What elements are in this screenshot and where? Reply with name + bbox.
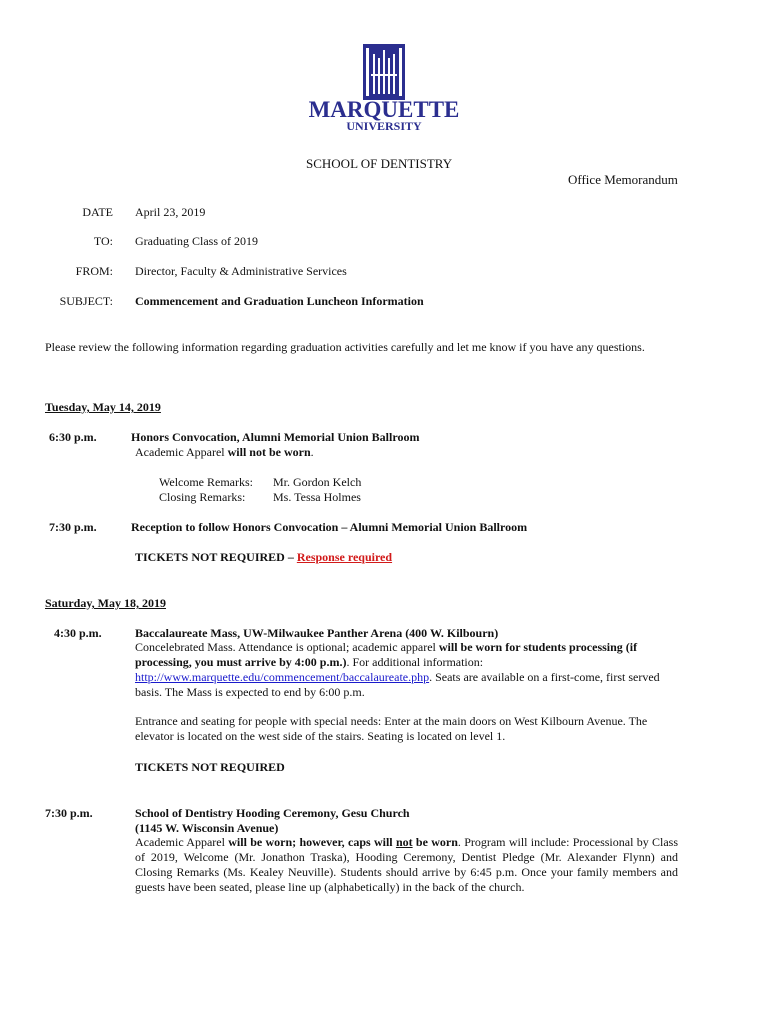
honors-time: 6:30 p.m.: [49, 430, 97, 444]
doc-type: Office Memorandum: [568, 172, 678, 187]
welcome-name: Mr. Gordon Kelch: [273, 475, 362, 489]
subject-value: Commencement and Graduation Luncheon Information: [135, 294, 424, 308]
special-needs-text: Entrance and seating for people with special needs: Enter at the main doors on West Kilbourn Avenue. The elevator is located on the west side of the stairs. Seating is located on level 1.: [135, 714, 648, 743]
baccalaureate-link[interactable]: http://www.marquette.edu/commencement/baccalaureate.php: [135, 670, 430, 684]
mass-tickets: TICKETS NOT REQUIRED: [135, 760, 285, 774]
closing-label: Closing Remarks:: [159, 490, 246, 504]
from-label: FROM:: [75, 264, 113, 278]
mass-text-d: . Seats are available on a first-come, first served basis. The Mass is expected to end by 6:00 p.m.: [135, 670, 660, 699]
brand-sub: UNIVERSITY: [346, 119, 422, 133]
saturday-heading: Saturday, May 18, 2019: [45, 596, 167, 610]
tickets-not-required: TICKETS NOT REQUIRED –: [135, 550, 297, 564]
hooding-title: School of Dentistry Hooding Ceremony, Gesu Church: [135, 806, 410, 820]
date-label: DATE: [82, 205, 113, 219]
mass-text-c: . For additional information:: [346, 655, 484, 669]
date-value: April 23, 2019: [135, 205, 206, 219]
hooding-not: not: [395, 835, 413, 849]
intro-text: Please review the following information regarding graduation activities carefully and let me know if you have any questions.: [45, 340, 645, 354]
mass-text-bold: will be worn for students processing (if processing, you must arrive by 4:00 p.m.): [135, 640, 638, 669]
to-value: Graduating Class of 2019: [135, 234, 258, 248]
welcome-label: Welcome Remarks:: [159, 475, 254, 489]
honors-title: Honors Convocation, Alumni Memorial Union Ballroom: [131, 430, 420, 444]
to-label: TO:: [93, 234, 113, 248]
mass-text-a: Concelebrated Mass. Attendance is optional; academic apparel: [135, 640, 439, 654]
brand-name: MARQUETTE: [308, 97, 460, 122]
apparel-text: Academic Apparel: [135, 445, 228, 459]
marquette-tower-icon: [363, 44, 405, 100]
hooding-text-d: . Program will include: Processional by Class of 2019, Welcome (Mr. Jonathon Traska), Hooding Ceremony, Dentist Pledge (Mr. Alexander Flynn) and Closing Remarks (Ms. Kealey Neuville). Students should arrive by 6:45 p.m. Once your family members and guests have been seated, please line up (alphabetically) in the back of the church.: [135, 835, 679, 894]
hooding-address: (1145 W. Wisconsin Avenue): [135, 821, 279, 835]
tuesday-heading: Tuesday, May 14, 2019: [45, 400, 161, 414]
response-required-link[interactable]: Response required: [296, 550, 393, 564]
tickets-line: [135, 550, 392, 565]
mass-title: Baccalaureate Mass, UW-Milwaukee Panther Arena (400 W. Kilbourn): [135, 626, 499, 640]
honors-apparel: [135, 445, 314, 460]
from-value: Director, Faculty & Administrative Services: [135, 264, 347, 278]
hooding-text-bold: will be worn; however, caps will: [228, 835, 396, 849]
hooding-text-a: Academic Apparel: [135, 835, 229, 849]
apparel-not-worn: will not be worn: [227, 445, 311, 459]
hooding-time: 7:30 p.m.: [45, 806, 93, 820]
mass-time: 4:30 p.m.: [54, 626, 102, 640]
subject-label: SUBJECT:: [59, 294, 113, 308]
closing-name: Ms. Tessa Holmes: [273, 490, 361, 504]
mass-details: [135, 640, 678, 700]
hooding-text-c: be worn: [412, 835, 458, 849]
school-title: SCHOOL OF DENTISTRY: [306, 156, 453, 171]
apparel-period: .: [310, 445, 314, 459]
hooding-details: [135, 835, 678, 895]
reception-time: 7:30 p.m.: [49, 520, 97, 534]
reception-title: Reception to follow Honors Convocation – Alumni Memorial Union Ballroom: [131, 520, 528, 534]
